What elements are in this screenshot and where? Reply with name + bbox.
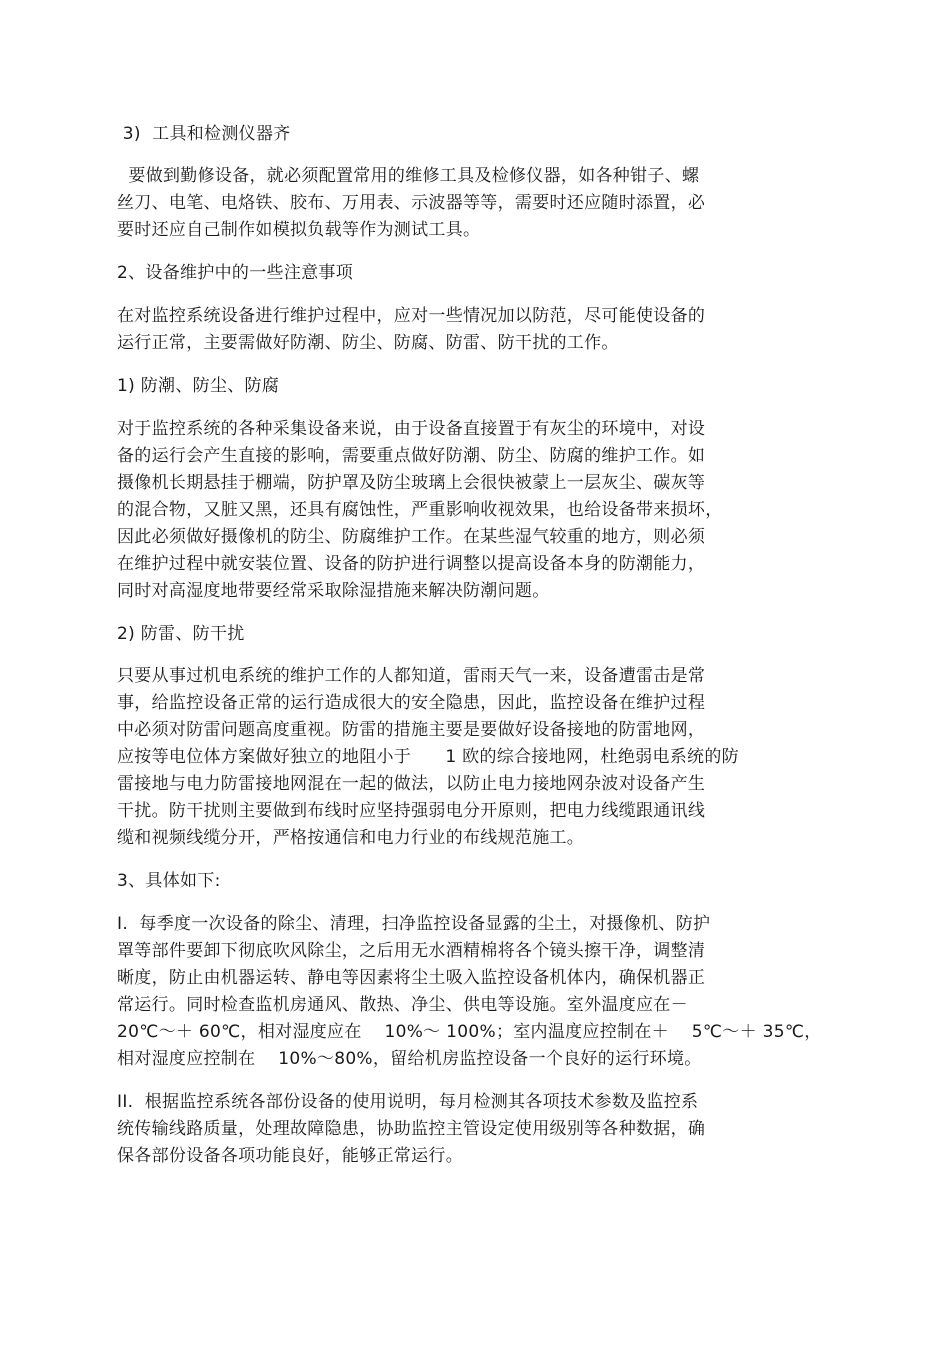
paragraph-line: 的混合物，又脏又黑，还具有腐蚀性，严重影响收视效果，也给设备带来损坏， [117,500,723,520]
paragraph-line: 同时对高湿度地带要经常采取除湿措施来解决防潮问题。 [117,581,550,601]
paragraph-line: 相对湿度应控制在 10%～80%，留给机房监控设备一个良好的运行环境。 [117,1049,702,1069]
paragraph-line: 要做到勤修设备，就必须配置常用的维修工具及检修仪器，如各种钳子、螺 [117,166,700,186]
paragraph-line: 丝刀、电笔、电烙铁、胶布、万用表、示波器等等，需要时还应随时添置，必 [117,193,706,213]
paragraph-line: 在维护过程中就安装位置、设备的防护进行调整以提高设备本身的防潮能力， [117,554,706,574]
subsection-heading-moisture-dust: 1) 防潮、防尘、防腐 [117,376,280,396]
paragraph-line: 20℃～＋ 60℃，相对湿度应在 10%～ 100%；室内温度应控制在＋ 5℃～＋ 35℃， [117,1022,822,1042]
paragraph-line: 中必须对防雷问题高度重视。防雷的措施主要是要做好设备接地的防雷地网， [117,720,706,740]
paragraph-line: 保各部份设备各项功能良好，能够正常运行。 [117,1146,463,1166]
paragraph-line: 只要从事过机电系统的维护工作的人都知道，雷雨天气一来，设备遭雷击是常 [117,666,706,686]
section-heading-details: 3、具体如下: [117,871,221,891]
paragraph-line: 运行正常，主要需做好防潮、防尘、防腐、防雷、防干扰的工作。 [117,333,619,353]
paragraph-line: 应按等电位体方案做好独立的地阻小于 1 欧的综合接地网，杜绝弱电系统的防 [117,747,739,767]
paragraph-line: 备的运行会产生直接的影响，需要重点做好防潮、防尘、防腐的维护工作。如 [117,446,706,466]
paragraph-line: 干扰。防干扰则主要做到布线时应坚持强弱电分开原则，把电力线缆跟通讯线 [117,801,706,821]
paragraph-line: 缆和视频线缆分开，严格按通信和电力行业的布线规范施工。 [117,828,585,848]
paragraph-line: 罩等部件要卸下彻底吹风除尘，之后用无水酒精棉将各个镜头擦干净，调整清 [117,941,706,961]
paragraph-line: 统传输线路质量，处理故障隐患，协助监控主管设定使用级别等各种数据，确 [117,1119,706,1139]
section-heading-maintenance-notes: 2、设备维护中的一些注意事项 [117,263,354,283]
paragraph-line: 雷接地与电力防雷接地网混在一起的做法，以防止电力接地网杂波对设备产生 [117,774,706,794]
paragraph-line: 晰度，防止由机器运转、静电等因素将尘土吸入监控设备机体内，确保机器正 [117,968,706,988]
paragraph-line: 对于监控系统的各种采集设备来说，由于设备直接置于有灰尘的环境中，对设 [117,419,706,439]
paragraph-line: 在对监控系统设备进行维护过程中，应对一些情况加以防范，尽可能使设备的 [117,306,706,326]
subsection-heading-lightning: 2) 防雷、防干扰 [117,624,245,644]
paragraph-line: 因此必须做好摄像机的防尘、防腐维护工作。在某些湿气较重的地方，则必须 [117,527,706,547]
section-heading-tools: 3) 工具和检测仪器齐 [117,124,291,144]
paragraph-line: 要时还应自己制作如模拟负载等作为测试工具。 [117,220,481,240]
paragraph-line: 常运行。同时检查监机房通风、散热、净尘、供电等设施。室外温度应在－ [117,995,688,1015]
list-item-line: I. 每季度一次设备的除尘、清理，扫净监控设备显露的尘土，对摄像机、防护 [117,914,711,934]
paragraph-line: 摄像机长期悬挂于棚端，防护罩及防尘玻璃上会很快被蒙上一层灰尘、碳灰等 [117,473,706,493]
list-item-line: II. 根据监控系统各部份设备的使用说明，每月检测其各项技术参数及监控系 [117,1092,699,1112]
paragraph-line: 事，给监控设备正常的运行造成很大的安全隐患，因此，监控设备在维护过程 [117,693,706,713]
